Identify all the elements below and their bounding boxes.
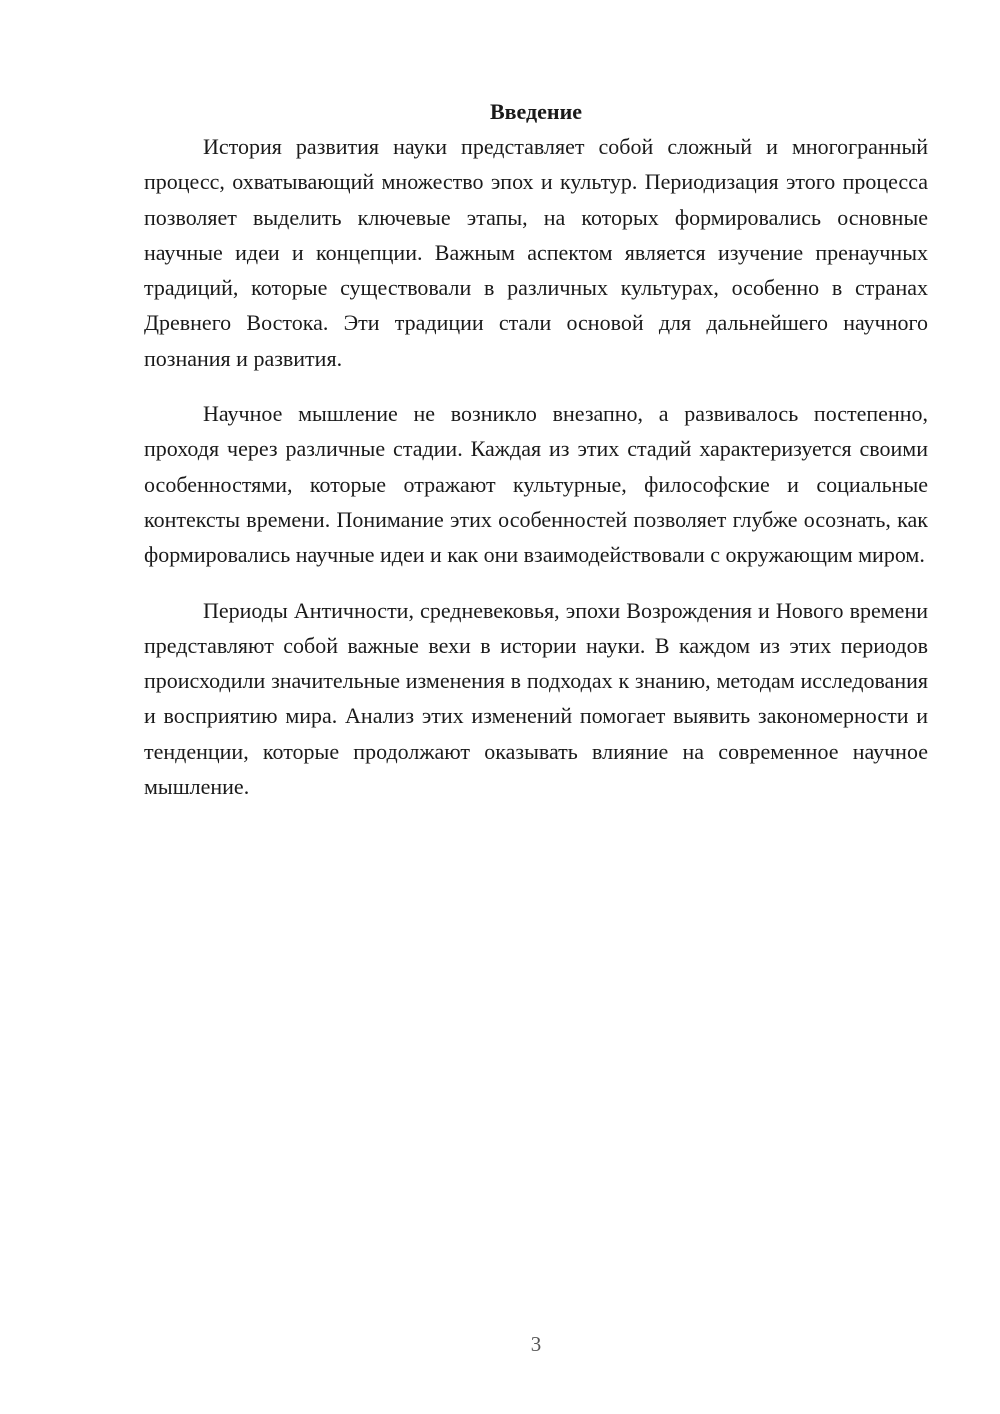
page-content [144,94,928,804]
paragraph-2: Научное мышление не возникло внезапно, а развивалось постепенно, проходя через различные стадии. Каждая из этих стадий характеризуется своими особенностями, которые отражают культурные, философские и социальные контексты времени. Понимание этих особенностей позволяет глубже осознать, как формировались научные идеи и как они взаимодействовали с окружающим миром. [144,401,928,568]
paragraph-1: История развития науки представляет собой сложный и многогранный процесс, охватывающий множество эпох и культур. Периодизация этого процесса позволяет выделить ключевые этапы, на которых формировались основные научные идеи и концепции. Важным аспектом является изучение пренаучных традиций, которые существовали в различных культурах, особенно в странах Древнего Востока. Эти традиции стали основой для дальнейшего научного познания и развития. [144,134,928,371]
paragraph-3: Периоды Античности, средневековья, эпохи Возрождения и Нового времени представляют собой важные вехи в истории науки. В каждом из этих периодов происходили значительные изменения в подходах к знанию, методам исследования и восприятию мира. Анализ этих изменений помогает выявить закономерности и тенденции, которые продолжают оказывать влияние на современное научное мышление. [144,597,928,800]
section-title: Введение [489,99,583,124]
page-number: 3 [530,1332,542,1356]
